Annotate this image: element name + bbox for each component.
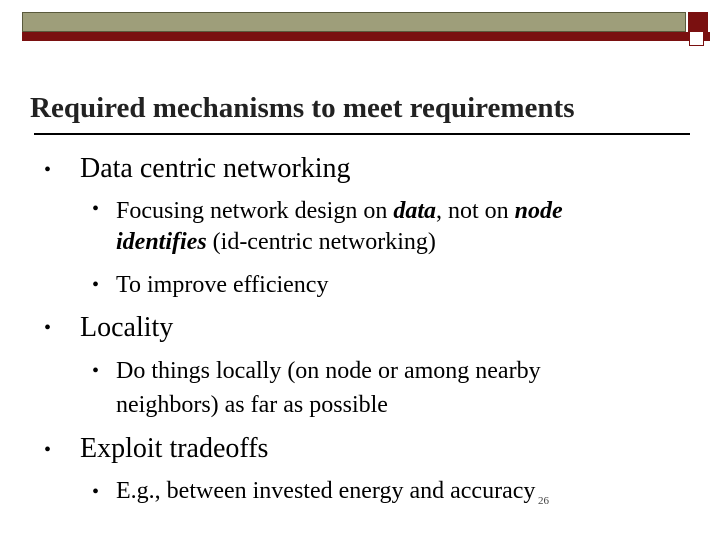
bullet-icon: • [92,198,100,220]
sub-bullet-efficiency: To improve efficiency [116,272,329,298]
bullet-icon: • [44,317,52,339]
sub-bullet-focusing [116,196,563,227]
bullet-data-centric: Data centric networking [80,153,351,184]
sub-bullet-locally-line2: neighbors) as far as possible [116,392,388,418]
header-maroon-square [688,12,708,32]
header-maroon-band [22,32,710,41]
sub-bullet-locally: Do things locally (on node or among nearby [116,358,541,384]
sub-bullet-text: (id-centric networking) [206,229,436,255]
emphasis-identifies: identifies [116,229,207,255]
bullet-icon: • [92,274,100,296]
sub-bullet-energy: E.g., between invested energy and accuracy [116,478,536,504]
bullet-tradeoffs: Exploit tradeoffs [80,433,269,464]
emphasis-node: node [514,198,563,224]
sub-bullet-text: , not on [435,198,515,224]
bullet-icon: • [44,439,52,461]
title-underline [34,133,690,135]
sub-bullet-text: Focusing network design on [116,198,394,224]
slide-number: 26 [538,495,549,507]
bullet-icon: • [44,159,52,181]
sub-bullet-focusing-line2 [116,227,436,258]
header-outline-square [689,31,704,46]
emphasis-data: data [393,198,436,224]
bullet-icon: • [92,481,100,503]
slide-title: Required mechanisms to meet requirements [30,92,575,124]
bullet-icon: • [92,360,100,382]
bullet-locality: Locality [80,312,174,343]
header-olive-band [22,12,686,32]
